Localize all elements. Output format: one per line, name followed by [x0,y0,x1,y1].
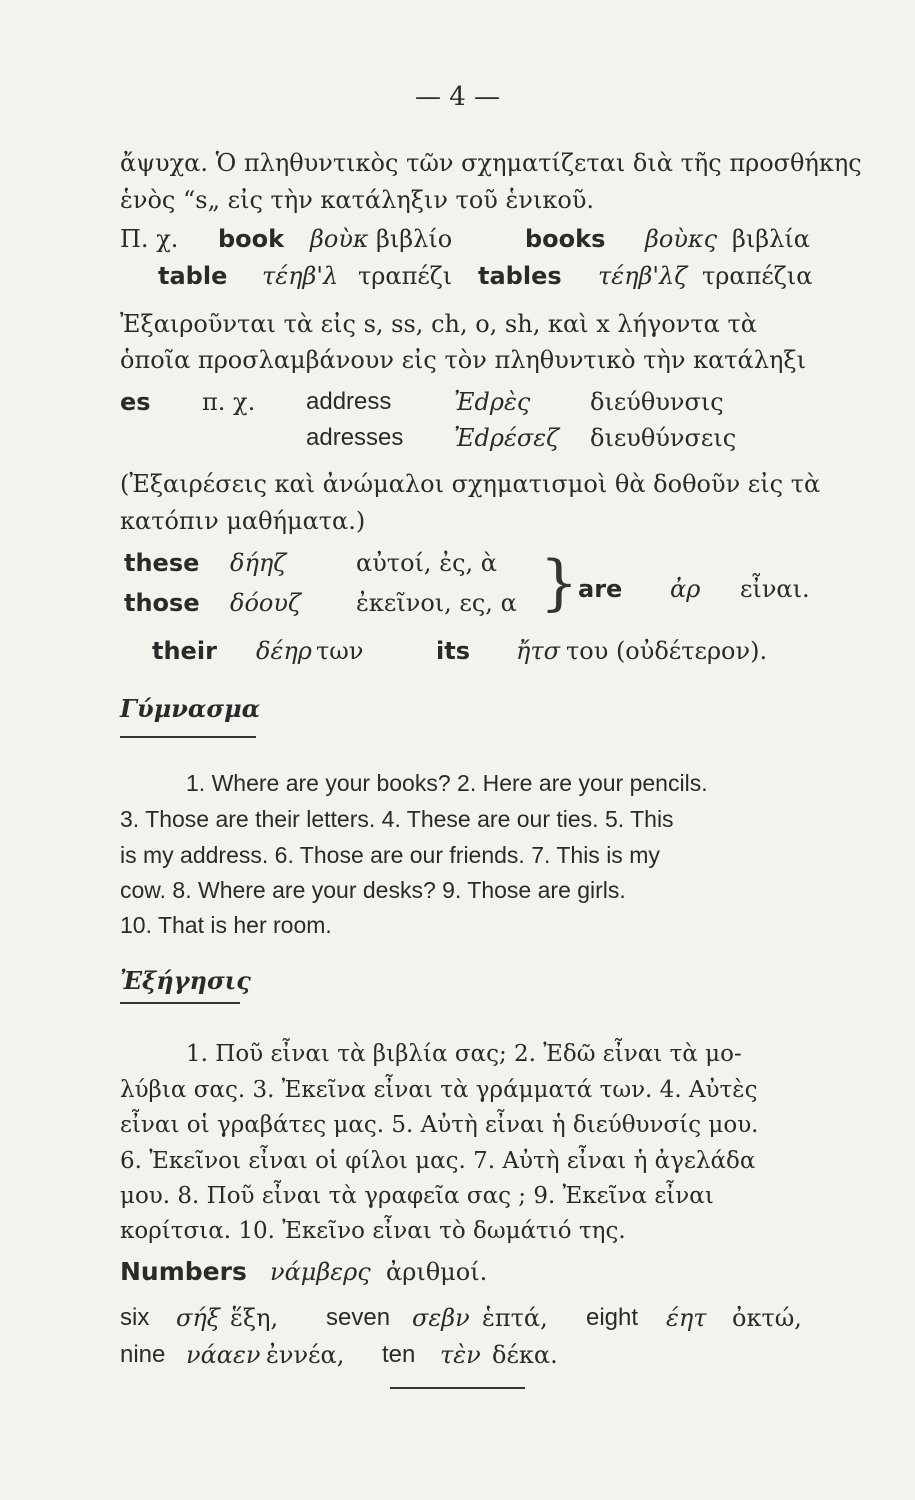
explanation-heading-underline [120,1002,240,1004]
pron-its: ἤτσ [516,637,561,665]
num-eight: eight [586,1304,639,1331]
word-adresses: adresses [306,424,404,451]
word-books: books [525,225,606,253]
num-eight-pron: έητ [666,1304,707,1332]
word-their: their [152,637,217,665]
exercise-line-2: 3. Those are their letters. 4. These are our ties. 5. This [120,806,674,832]
gr-books: βιβλία [732,225,810,253]
gr-table: τραπέζι [358,262,453,290]
gr-those: ἐκεῖνοι, ες, α [356,589,517,617]
example-prefix: Π. χ. [120,225,179,253]
intro-line-2: ἑνὸς “s„ εἰς τὴν κατάληξιν τοῦ ἑνικοῦ. [120,186,595,214]
page-number: — 4 — [414,82,501,112]
pron-adresses: Ἐdρέσεζ [454,424,560,452]
pron-are: ἀρ [670,575,701,603]
explanation-line-6: κορίτσια. 10. Ἐκεῖνο εἶναι τὸ δωμάτιό της. [120,1218,626,1244]
explanation-line-5: μου. 8. Ποῦ εἶναι τὰ γραφεῖα σας ; 9. Ἐκεῖνα εἶναι [120,1183,714,1209]
num-ten-pron: τὲν [440,1341,481,1369]
exercise-heading: Γύμνασμα [120,694,261,723]
exercise-heading-underline [120,736,256,738]
pron-book: βοὺκ [310,225,369,253]
gr-book: βιβλίο [376,225,453,253]
pron-address: Ἐdρὲς [454,388,531,416]
exceptions-line-2: ὁποῖα προσλαμβάνουν εἰς τὸν πληθυντικὸ τὴν κατάληξι [120,346,806,374]
note-line-1: (Ἐξαιρέσεις καὶ ἀνώμαλοι σχηματισμοὶ θὰ δοθοῦν εἰς τὰ [120,470,821,498]
num-six: six [120,1304,150,1331]
exercise-line-4: cow. 8. Where are your desks? 9. Those are girls. [120,877,626,903]
word-table: table [158,262,228,290]
exercise-line-1: 1. Where are your books? 2. Here are your pencils. [186,770,708,796]
word-its: its [436,637,470,665]
word-book: book [218,225,285,253]
gr-tables: τραπέζια [702,262,813,290]
num-nine-greek: ἐννέα, [266,1341,345,1369]
word-tables: tables [478,262,562,290]
note-line-2: κατόπιν μαθήματα.) [120,507,366,535]
num-seven-pron: σεβν [412,1304,470,1332]
num-ten-greek: δέκα. [492,1341,558,1369]
exercise-line-3: is my address. 6. Those are our friends. 7. This is my [120,842,660,868]
pron-their: δέηρ [256,637,312,665]
gr-address: διεύθυνσις [590,388,724,416]
gr-are: εἶναι. [740,575,810,603]
explanation-heading: Ἐξήγησις [120,966,251,995]
explanation-line-2: λύβια σας. 3. Ἐκεῖνα εἶναι τὰ γράμματά των. 4. Αὐτὲς [120,1077,758,1103]
word-are: are [578,575,623,603]
numbers-pron: νάμβερς [270,1258,371,1286]
word-these: these [124,549,200,577]
explanation-line-1: 1. Ποῦ εἶναι τὰ βιβλία σας; 2. Ἐδῶ εἶναι τὰ μο- [186,1041,742,1067]
example2-prefix: π. χ. [202,388,256,416]
pron-books: βοὺκς [645,225,718,253]
num-seven: seven [326,1304,391,1331]
gr-these: αὐτοί, ἐς, ὰ [356,549,497,577]
gr-their: των [316,637,364,665]
explanation-line-3: εἶναι οἱ γραβάτες μας. 5. Αὐτὴ εἶναι ἡ διεύθυνσίς μου. [120,1112,759,1138]
num-seven-greek: ἑπτά, [482,1304,548,1332]
exceptions-line-1: Ἐξαιροῦνται τὰ εἰς s, ss, ch, o, sh, καὶ x λήγοντα τὰ [120,310,757,338]
num-nine-pron: νάαεν [186,1341,261,1369]
end-rule [390,1387,525,1389]
word-address: address [306,388,392,415]
pron-tables: τέηβ'λζ [598,262,688,290]
intro-line-1: ἄψυχα. Ὁ πληθυντικὸς τῶν σχηματίζεται διὰ τῆς προσθήκης [120,149,862,177]
num-six-greek: ἕξη, [230,1304,279,1332]
pron-table: τέηβ'λ [262,262,339,290]
numbers-greek: ἀριθμοί. [386,1258,488,1286]
num-eight-greek: ὀκτώ, [732,1304,802,1332]
gr-its: του (οὐδέτερον). [566,637,768,665]
num-nine: nine [120,1341,166,1368]
brace: } [540,548,579,618]
es-label: es [120,388,151,416]
gr-adresses: διευθύνσεις [590,424,737,452]
numbers-heading: Numbers [120,1257,247,1286]
pron-these: δήηζ [230,549,287,577]
explanation-line-4: 6. Ἐκεῖνοι εἶναι οἱ φίλοι μας. 7. Αὐτὴ εἶναι ἡ ἀγελάδα [120,1148,756,1174]
num-ten: ten [382,1341,416,1368]
word-those: those [124,589,200,617]
pron-those: δόουζ [230,589,301,617]
exercise-line-5: 10. That is her room. [120,912,332,938]
num-six-pron: σήξ [176,1304,220,1332]
